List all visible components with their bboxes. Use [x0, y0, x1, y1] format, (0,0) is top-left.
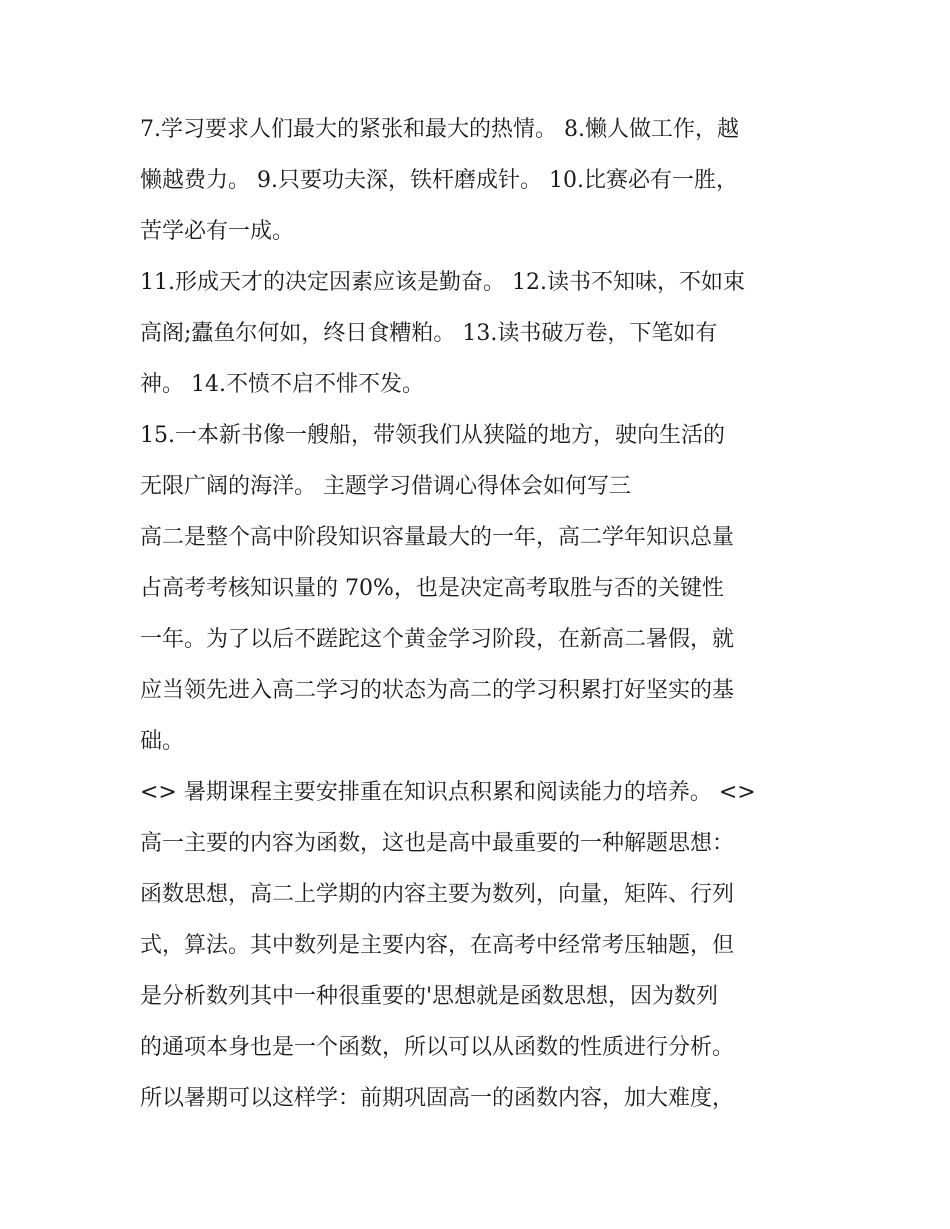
text-line: 高二是整个高中阶段知识容量最大的一年，高二学年知识总量 — [140, 525, 735, 550]
text-line: <> 暑期课程主要安排重在知识点积累和阅读能力的培养。 <> — [140, 780, 756, 805]
text-line: 是分析数列其中一种很重要的'思想就是函数思想，因为数列 — [140, 984, 719, 1009]
text-line: 神。 14.不愤不启不悱不发。 — [140, 372, 424, 397]
text-line: 所以暑期可以这样学：前期巩固高一的函数内容，加大难度， — [140, 1086, 735, 1111]
text-line: 11.形成天才的决定因素应该是勤奋。 12.读书不知味，不如束 — [140, 270, 745, 295]
text-line: 7.学习要求人们最大的紧张和最大的热情。 8.懒人做工作，越 — [140, 117, 739, 142]
text-line: 高阁;蠹鱼尔何如，终日食糟粕。 13.读书破万卷，下笔如有 — [140, 321, 718, 346]
text-line: 应当领先进入高二学习的状态为高二的学习积累打好坚实的基 — [140, 678, 735, 703]
text-line: 懒越费力。 9.只要功夫深，铁杆磨成针。 10.比赛必有一胜， — [140, 168, 738, 193]
text-line: 无限广阔的海洋。 主题学习借调心得体会如何写三 — [140, 474, 631, 499]
text-line: 础。 — [140, 729, 185, 754]
text-line: 15.一本新书像一艘船，带领我们从狭隘的地方，驶向生活的 — [140, 423, 725, 448]
text-line: 式，算法。其中数列是主要内容，在高考中经常考压轴题，但 — [140, 933, 735, 958]
text-line: 苦学必有一成。 — [140, 219, 295, 244]
text-line: 的通项本身也是一个函数，所以可以从函数的性质进行分析。 — [140, 1035, 735, 1060]
text-line: 一年。为了以后不蹉跎这个黄金学习阶段，在新高二暑假，就 — [140, 627, 735, 652]
document-body — [140, 104, 820, 1124]
text-line: 占高考考核知识量的 70%，也是决定高考取胜与否的关键性 — [140, 576, 724, 601]
text-line: 高一主要的内容为函数，这也是高中最重要的一种解题思想： — [140, 831, 735, 856]
text-line: 函数思想，高二上学期的内容主要为数列，向量，矩阵、行列 — [140, 882, 735, 907]
